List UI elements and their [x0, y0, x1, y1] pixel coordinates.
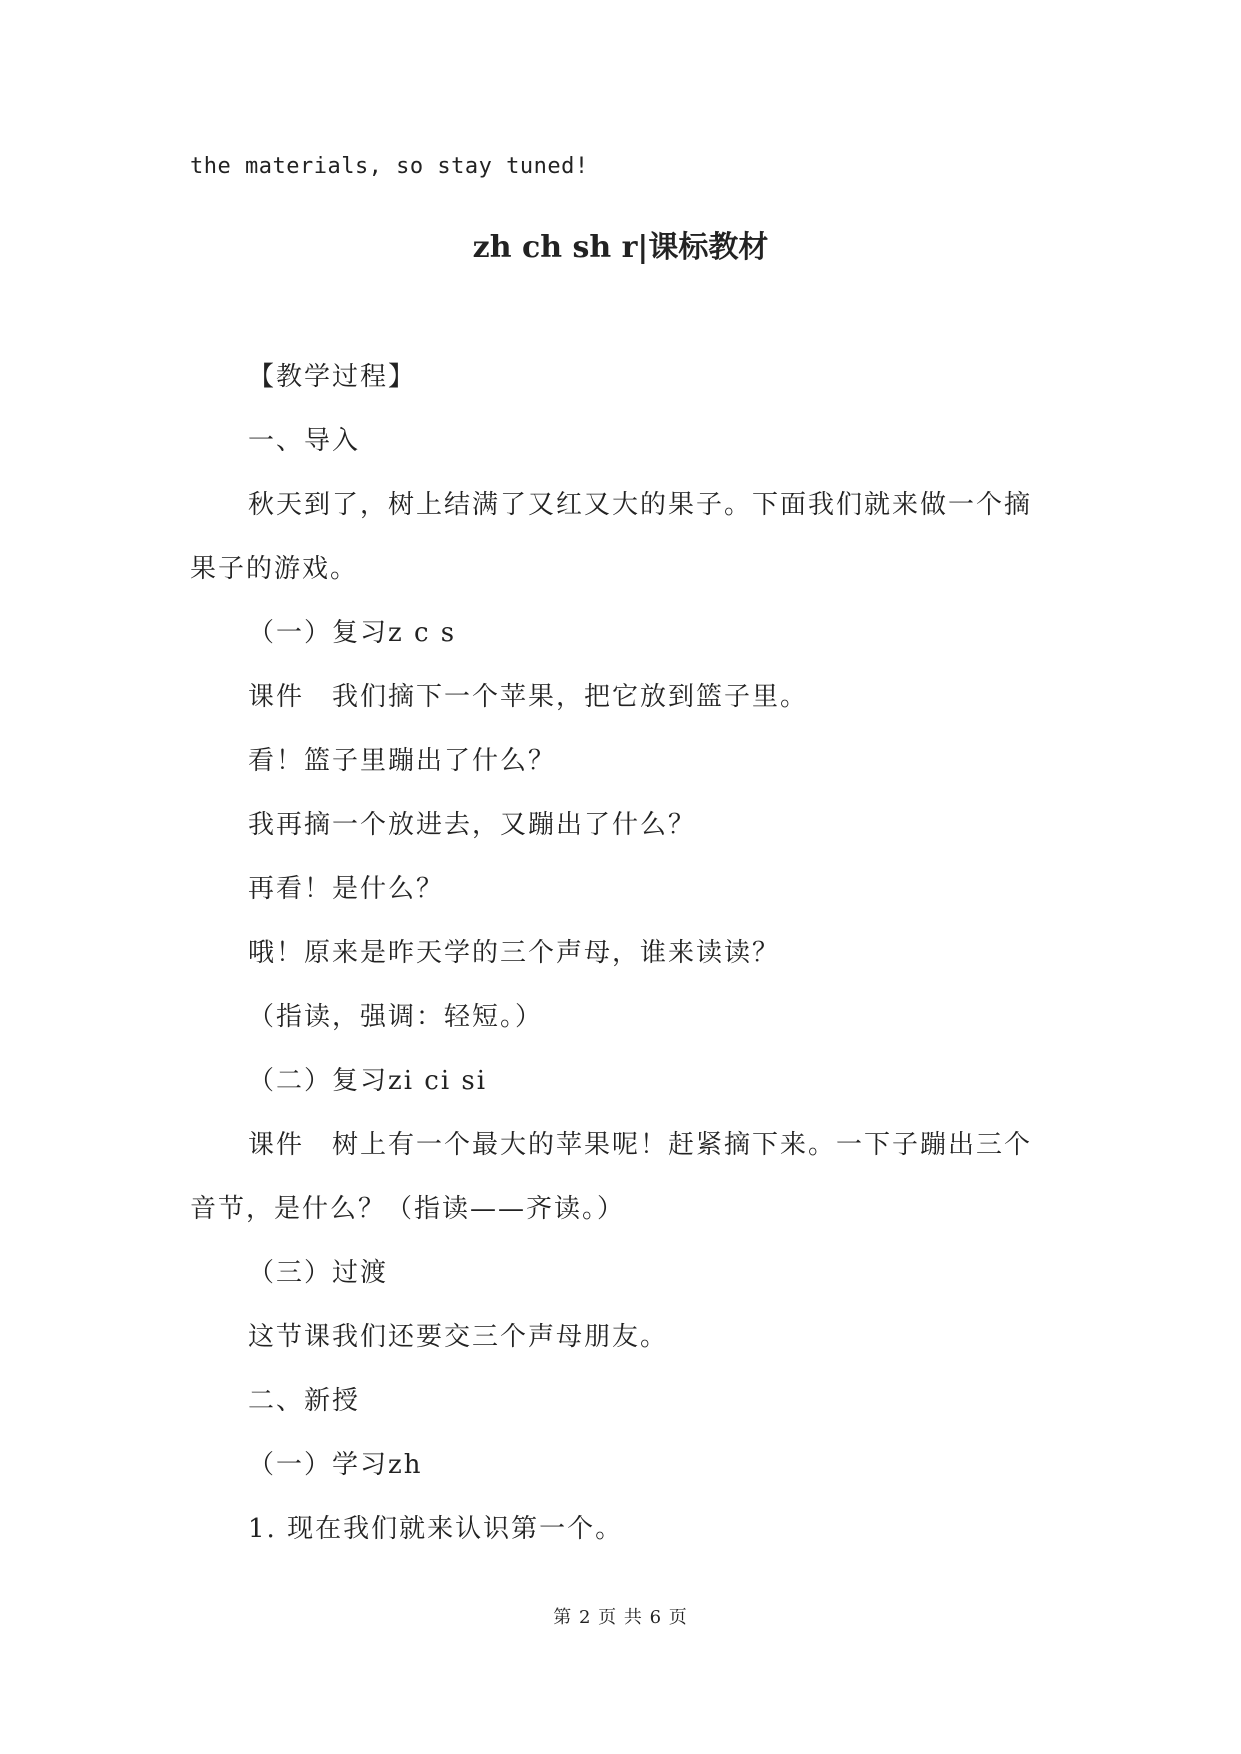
paragraph-line: 课件 我们摘下一个苹果，把它放到篮子里。: [248, 682, 809, 712]
subsection-heading: （二）复习zi ci si: [248, 1066, 488, 1096]
subsection-heading: （一）复习z c s: [248, 618, 457, 648]
paragraph-line: 秋天到了，树上结满了又红又大的果子。下面我们就来做一个摘: [248, 490, 1033, 520]
paragraph-line: 哦！原来是昨天学的三个声母，谁来读读？: [248, 938, 781, 968]
carry-over-text: the materials, so stay tuned!: [190, 154, 589, 179]
paragraph-line: 音节，是什么？（指读——齐读。）: [190, 1194, 626, 1224]
paragraph-line: 再看！是什么？: [248, 874, 445, 904]
subsection-heading: （一）学习zh: [248, 1450, 423, 1480]
page-number-footer: 第 2 页 共 6 页: [553, 1607, 688, 1628]
document-title: zh ch sh r|课标教材: [472, 230, 769, 265]
paragraph-line: （指读，强调：轻短。）: [248, 1002, 544, 1032]
paragraph-line: 果子的游戏。: [190, 554, 359, 584]
paragraph-line: 1. 现在我们就来认识第一个。: [248, 1514, 624, 1544]
paragraph-line: 这节课我们还要交三个声母朋友。: [248, 1322, 669, 1352]
paragraph-line: 看！篮子里蹦出了什么？: [248, 746, 557, 776]
section-heading: 【教学过程】: [248, 362, 417, 392]
paragraph-line: 课件 树上有一个最大的苹果呢！赶紧摘下来。一下子蹦出三个: [248, 1130, 1033, 1160]
paragraph-line: 我再摘一个放进去，又蹦出了什么？: [248, 810, 697, 840]
subsection-heading: （三）过渡: [248, 1258, 389, 1288]
section-heading: 一、导入: [248, 426, 361, 456]
section-heading: 二、新授: [248, 1386, 361, 1416]
